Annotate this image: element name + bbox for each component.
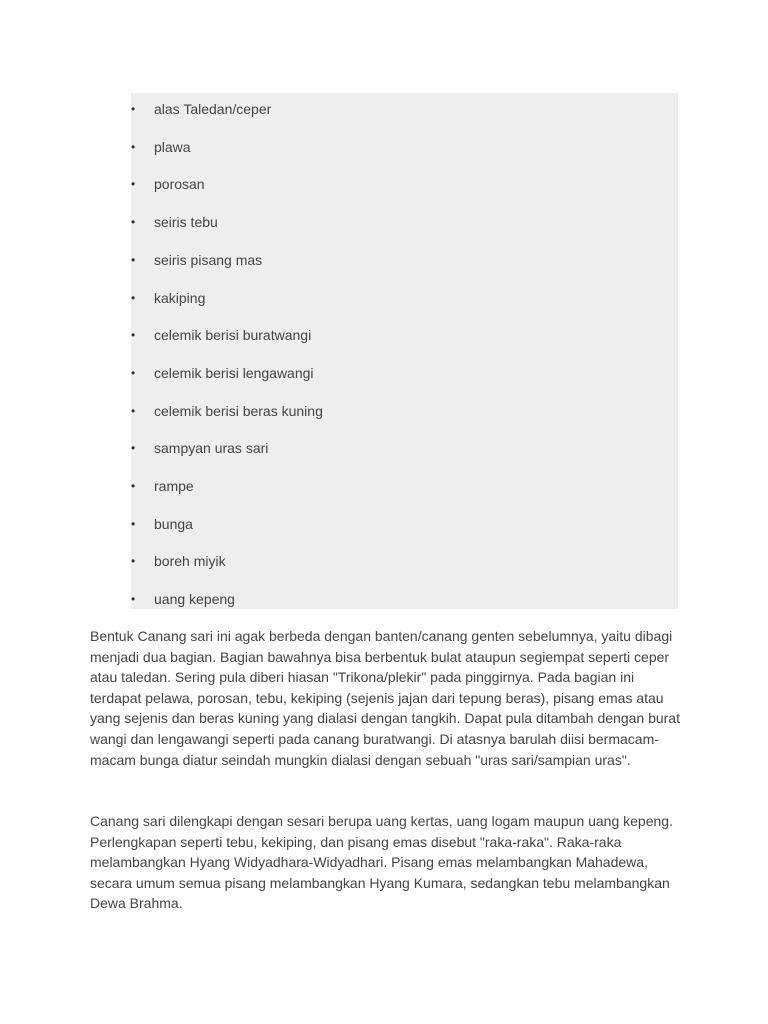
- list-item-label: plawa: [154, 139, 191, 155]
- bullet-icon: •: [131, 554, 136, 568]
- list-item-label: uang kepeng: [154, 591, 235, 607]
- ingredient-list-box: [131, 93, 678, 609]
- bullet-icon: •: [131, 592, 136, 606]
- bullet-icon: •: [131, 328, 136, 342]
- body-paragraph-1: Bentuk Canang sari ini agak berbeda dengan banten/canang genten sebelumnya, yaitu dibagi menjadi dua bagian. Bagian bawahnya bisa berbentuk bulat ataupun segiempat seperti ceper atau taledan. Sering pula diberi hiasan "Trikona/plekir" pada pinggirnya. Pada bagian ini terdapat pelawa, porosan, tebu, kekiping (sejenis jajan dari tepung beras), pisang emas atau yang sejenis dan beras kuning yang dialasi dengan tangkih. Dapat pula ditambah dengan burat wangi dan lengawangi seperti pada canang buratwangi. Di atasnya barulah diisi bermacam-macam bunga diatur seindah mungkin dialasi dengan sebuah "uras sari/sampian uras".: [90, 628, 680, 768]
- list-item-label: bunga: [154, 516, 193, 532]
- list-item-label: celemik berisi lengawangi: [154, 365, 314, 381]
- list-item-label: celemik berisi beras kuning: [154, 403, 323, 419]
- bullet-icon: •: [131, 366, 136, 380]
- bullet-icon: •: [131, 177, 136, 191]
- bullet-icon: •: [131, 215, 136, 229]
- list-item-label: seiris pisang mas: [154, 252, 263, 268]
- bullet-icon: •: [131, 517, 136, 531]
- bullet-icon: •: [131, 479, 136, 493]
- bullet-icon: •: [131, 291, 136, 305]
- body-paragraph-2: Canang sari dilengkapi dengan sesari berupa uang kertas, uang logam maupun uang kepeng. Perlengkapan seperti tebu, kekiping, dan pisang emas disebut "raka-raka". Raka-raka melambangkan Hyang Widyadhara-Widyadhari. Pisang emas melambangkan Mahadewa, secara umum semua pisang melambangkan Hyang Kumara, sedangkan tebu melambangkan Dewa Brahma.: [90, 813, 673, 912]
- list-item-label: rampe: [154, 478, 194, 494]
- bullet-icon: •: [131, 253, 136, 267]
- list-item-label: sampyan uras sari: [154, 440, 269, 456]
- bullet-icon: •: [131, 140, 136, 154]
- list-item-label: celemik berisi buratwangi: [154, 327, 312, 343]
- list-item-label: porosan: [154, 176, 205, 192]
- list-item-label: kakiping: [154, 290, 206, 306]
- list-item-label: seiris tebu: [154, 214, 218, 230]
- bullet-icon: •: [131, 102, 136, 116]
- list-item-label: boreh miyik: [154, 553, 226, 569]
- bullet-icon: •: [131, 441, 136, 455]
- bullet-icon: •: [131, 404, 136, 418]
- list-item-label: alas Taledan/ceper: [154, 101, 272, 117]
